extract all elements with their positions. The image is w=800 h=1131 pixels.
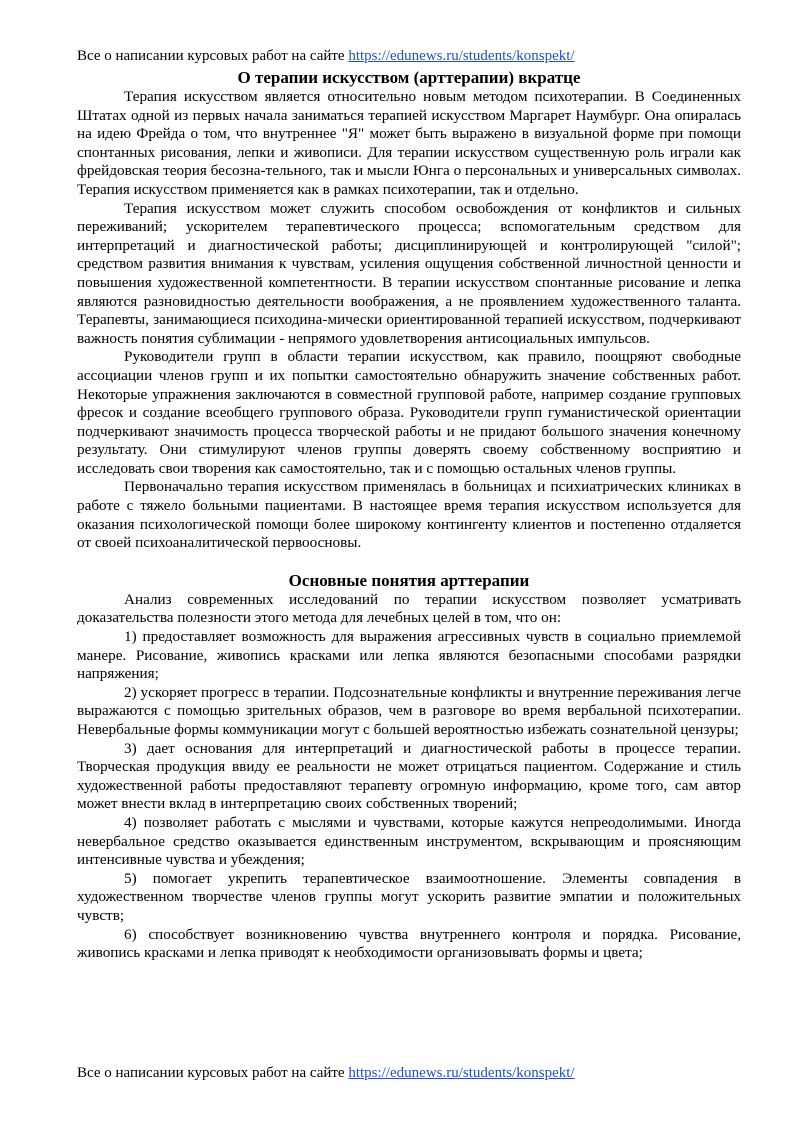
header-link[interactable]: https://edunews.ru/students/konspekt/ [348, 48, 575, 64]
page-header [77, 47, 741, 66]
list-item: 2) ускоряет прогресс в терапии. Подсознательные конфликты и внутренние переживания легче выражаются с помощью зрительных образов, чем в разговоре во время вербальной психотерапии. Невербальные формы коммуникации могут с большей вероятностью избежать сознательной цензуры; [77, 683, 741, 738]
section-title-art-therapy-brief: О терапии искусством (арттерапии) вкратце [237, 68, 581, 87]
paragraph: Руководители групп в области терапии искусством, как правило, поощряют свободные ассоциации членов групп и их попытки самостоятельно обнаружить значение собственных работ. Некоторые упражнения заключаются в совместной групповой работе, например создание групповых фресок и создание всеобщего группового образа. Руководители групп гуманистической ориентации подчеркивают значимость процесса творческой работы и не придают большого значения конечному результату. Они стимулируют членов группы доверять своему собственному восприятию и исследовать свои творения как самостоятельно, так и с помощью остальных членов группы. [77, 348, 741, 477]
list-item: 1) предоставляет возможность для выражения агрессивных чувств в социально приемлемой манере. Рисование, живопись красками или лепка являются безопасными способами разрядки напряжения; [77, 628, 741, 683]
paragraph: Анализ современных исследований по терапии искусством позволяет усматривать доказательства полезности этого метода для лечебных целей в том, что он: [77, 590, 741, 627]
list-item: 3) дает основания для интерпретаций и диагностической работы в процессе терапии. Творческая продукция ввиду ее реальности не может отрицаться пациентом. Содержание и стиль художественной работы предоставляют терапевту огромную информацию, кроме того, сам автор может внести вклад в интерпретацию своих собственных творений; [77, 739, 741, 813]
paragraph: Терапия искусством является относительно новым методом психотерапии. В Соединенных Штатах одной из первых начала заниматься терапией искусством Маргарет Наумбург. Она опиралась на идею Фрейда о том, что внутреннее "Я" может быть выражено в визуальной форме при помощи спонтанных рисования, лепки и живописи. Для терапии искусством существенную роль играли как фрейдовская теория бесозна-тельного, так и мысли Юнга о персональных и универсальных символах. Терапия искусством применяется как в рамках психотерапии, так и отдельно. [77, 88, 741, 198]
document-page [77, 47, 741, 963]
page-footer [77, 1064, 741, 1083]
footer-link[interactable]: https://edunews.ru/students/konspekt/ [348, 1065, 575, 1081]
list-item: 4) позволяет работать с мыслями и чувствами, которые кажутся непреодолимыми. Иногда невербальное средство оказывается единственным инструментом, вскрывающим и проясняющим интенсивные чувства и убеждения; [77, 813, 741, 869]
footer-text: Все о написании курсовых работ на сайте [77, 1065, 349, 1081]
list-item: 6) способствует возникновению чувства внутреннего контроля и порядка. Рисование, живопись красками и лепка приводят к необходимости организовывать формы и цвета; [77, 925, 741, 962]
list-item: 5) помогает укрепить терапевтическое взаимоотношение. Элементы совпадения в художественном творчестве членов группы могут ускорить развитие эмпатии и положительных чувств; [77, 869, 741, 924]
paragraph: Первоначально терапия искусством применялась в больницах и психиатрических клиниках в работе с тяжело больными пациентами. В настоящее время терапия искусством используется для оказания психологической помощи более широкому контингенту клиентов и постепенно отдаляется от своей психоаналитической первоосновы. [77, 478, 741, 552]
section-title-basic-concepts: Основные понятия арттерапии [288, 570, 530, 590]
paragraph: Терапия искусством может служить способом освобождения от конфликтов и сильных переживаний; ускорителем терапевтического процесса; вспомогательным средством для интерпретаций и диагностической работы; дисциплинирующей и контролирующей "силой"; средством развития внимания к чувствам, усиления ощущения собственной личностной ценности и повышения художественной компетентности. В терапии искусством спонтанные рисование и лепка являются разновидностью деятельности воображения, а не проявлением художественного таланта. Терапевты, занимающиеся психодина-мически ориентированной терапией искусством, подчеркивают важность понятия сублимации - непрямого удовлетворения антисоциальных импульсов. [77, 199, 741, 347]
header-text: Все о написании курсовых работ на сайте [77, 48, 349, 64]
